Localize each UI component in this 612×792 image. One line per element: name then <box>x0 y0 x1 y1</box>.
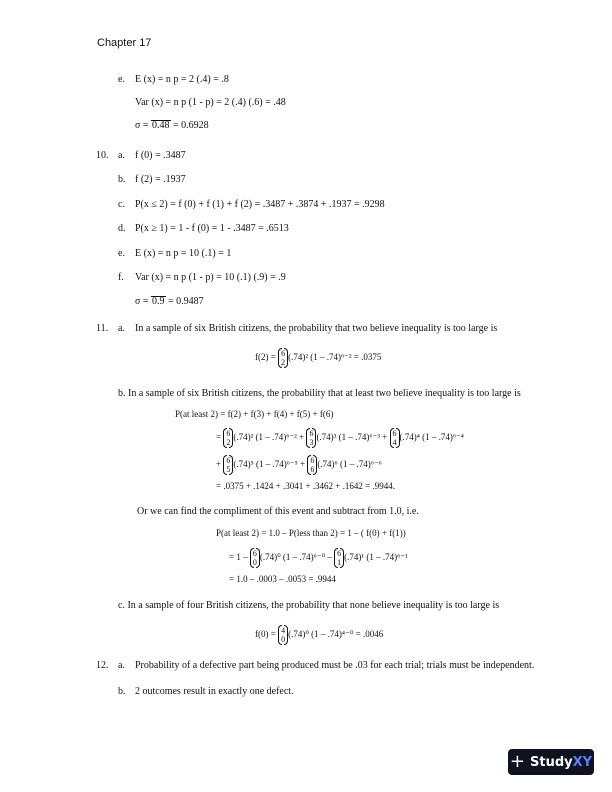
item-label: a. <box>118 150 125 161</box>
equation: E (x) = n p = 10 (.1) = 1 <box>135 248 232 259</box>
equation: σ = 0.48 = 0.6928 <box>135 120 209 131</box>
equation: = .0375 + .1424 + .3041 + .3462 + .1642 = .9944. <box>216 481 395 491</box>
item-label: f. <box>118 272 124 283</box>
equation: P(at least 2) = f(2) + f(3) + f(4) + f(5) + f(6) <box>175 409 334 419</box>
equation: f (0) = .3487 <box>135 150 186 161</box>
item-label: b. <box>118 174 126 185</box>
item-label: b. <box>118 686 126 697</box>
equation: P(at least 2) = 1.0 – P(less than 2) = 1 – ( f(0) + f(1)) <box>216 528 406 538</box>
problem-number: 10. <box>96 150 109 161</box>
paragraph: Or we can find the compliment of this event and subtract from 1.0, i.e. <box>137 506 419 517</box>
item-label: e. <box>118 248 125 259</box>
item-label: d. <box>118 223 126 234</box>
paragraph: 2 outcomes result in exactly one defect. <box>135 686 294 697</box>
equation: Var (x) = n p (1 - p) = 2 (.4) (.6) = .48 <box>135 97 286 108</box>
chapter-header: Chapter 17 <box>97 37 152 49</box>
equation: σ = 0.9 = 0.9487 <box>135 296 204 307</box>
equation: = 1 – 6 0 (.74)⁰ (1 – .74)⁶⁻⁰ – 6 1 (.74)¹ (1 – .74)⁶⁻¹ <box>229 549 408 567</box>
paragraph: b. In a sample of six British citizens, the probability that at least two believe inequality is too large is <box>118 388 521 399</box>
equation: Var (x) = n p (1 - p) = 10 (.1) (.9) = .9 <box>135 272 286 283</box>
equation: f(2) = 6 2 (.74)² (1 – .74)⁶⁻² = .0375 <box>255 349 382 367</box>
equation: + 6 5 (.74)⁵ (1 – .74)⁶⁻⁵ + 6 6 (.74)⁶ (1 – .74)⁶⁻⁶ <box>216 456 382 474</box>
equation: E (x) = n p = 2 (.4) = .8 <box>135 74 229 85</box>
equation: f (2) = .1937 <box>135 174 186 185</box>
item-label: c. <box>118 199 125 210</box>
equation: P(x ≥ 1) = 1 - f (0) = 1 - .3487 = .6513 <box>135 223 289 234</box>
paragraph: c. In a sample of four British citizens, the probability that none believe inequality is too large is <box>118 600 500 611</box>
equation: f(0) = 4 0 (.74)⁰ (1 – .74)⁴⁻⁰ = .0046 <box>255 626 384 644</box>
problem-number: 12. <box>96 660 109 671</box>
plus-icon: + <box>509 751 526 772</box>
item-label: e. <box>118 74 125 85</box>
equation: = 6 2 (.74)² (1 – .74)⁶⁻² + 6 3 (.74)³ (1 – .74)⁶⁻³ + 6 4 (.74)⁴ (1 – .74)⁶⁻⁴ <box>216 429 464 447</box>
problem-number: 11. <box>96 323 109 334</box>
paragraph: In a sample of six British citizens, the probability that two believe inequality is too large is <box>135 323 498 334</box>
item-label: a. <box>118 660 125 671</box>
paragraph: Probability of a defective part being produced must be .03 for each trial; trials must be independent. <box>135 660 535 671</box>
equation: = 1.0 – .0003 – .0053 = .9944 <box>229 574 336 584</box>
equation: P(x ≤ 2) = f (0) + f (1) + f (2) = .3487 + .3874 + .1937 = .9298 <box>135 199 385 210</box>
studyxy-logo[interactable]: + StudyXY <box>508 749 594 775</box>
item-label: a. <box>118 323 125 334</box>
binomial: 6 2 <box>278 349 288 367</box>
